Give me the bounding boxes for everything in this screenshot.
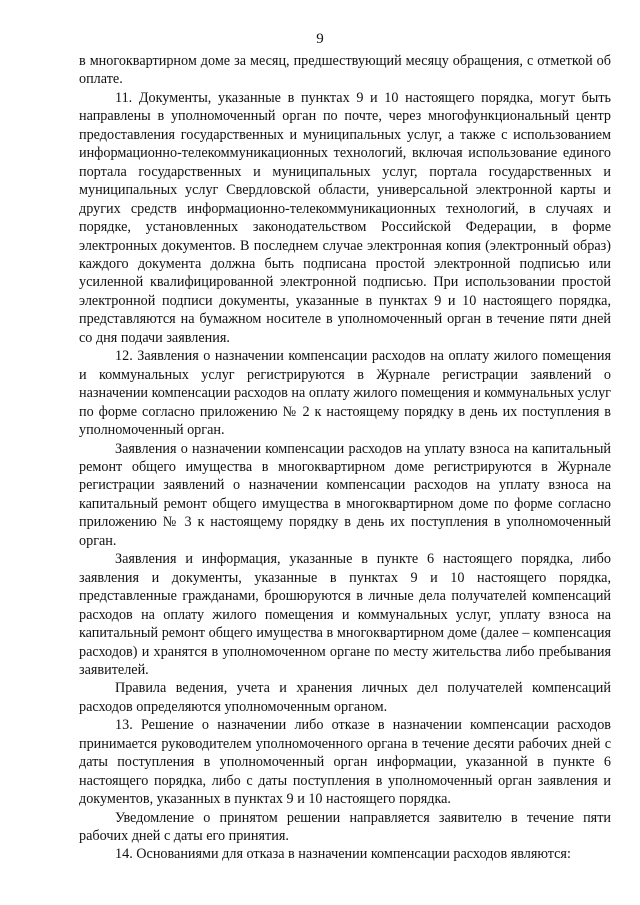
paragraph-item-14: 14. Основаниями для отказа в назначении компенсации расходов являются:: [115, 846, 571, 863]
paragraph-capital-repair-registration: Заявления о назначении компенсации расходов на уплату взноса на капитальный ремонт общего имущества в многоквартирном доме регистрируются в Журнале регистрации заявлений о назначении компенсации расходов на уплату взноса на капитальный ремонт общего имущества в многоквартирном доме по форме согласно приложению № 3 к настоящему порядку в день их поступления в уполномоченный орган.: [79, 440, 611, 549]
document-body: [79, 52, 611, 864]
paragraph-personal-files: Заявления и информация, указанные в пункте 6 настоящего порядка, либо заявления и документы, указанные в пунктах 9 и 10 настоящего порядка, представленные гражданами, брошюруются в личные дела получателей компенсаций расходов на оплату жилого помещения и коммунальных услуг, уплату взноса на капитальный ремонт общего имущества в многоквартирном доме (далее – компенсация расходов) и хранятся в уполномоченном органе по месту жительства либо пребывания заявителей.: [79, 551, 611, 678]
paragraph-item-13: 13. Решение о назначении либо отказе в назначении компенсации расходов принимается руководителем уполномоченного органа в течение десяти рабочих дней с даты поступления в уполномоченный орган информации, указанной в пункте 6 настоящего порядка, либо с даты поступления в уполномоченный орган заявления и документов, указанных в пунктах 9 и 10 настоящего порядка.: [79, 717, 611, 808]
paragraph-item-12: 12. Заявления о назначении компенсации расходов на оплату жилого помещения и коммунальных услуг регистрируются в Журнале регистрации заявлений о назначении компенсации расходов на оплату жилого помещения и коммунальных услуг по форме согласно приложению № 2 к настоящему порядку в день их поступления в уполномоченный орган.: [79, 348, 611, 439]
paragraph-notification: Уведомление о принятом решении направляется заявителю в течение пяти рабочих дней с даты его принятия.: [79, 809, 611, 845]
paragraph-continuation: в многоквартирном доме за месяц, предшествующий месяцу обращения, с отметкой об оплате.: [79, 53, 611, 88]
paragraph-personal-files-rules: Правила ведения, учета и хранения личных дел получателей компенсаций расходов определяются уполномоченным органом.: [79, 680, 611, 715]
paragraph-item-11: 11. Документы, указанные в пунктах 9 и 10 настоящего порядка, могут быть направлены в уполномоченный орган по почте, через многофункциональный центр предоставления государственных и муниципальных услуг, а также с использованием информационно-телекоммуникационных технологий, включая использование единого портала государственных и муниципальных услуг, портала государственных и муниципальных услуг Свердловской области, универсальной электронной карты и других средств информационно-телекоммуникационных технологий, в случаях и порядке, установленных законодательством Российской Федерации, в форме электронных документов. В последнем случае электронная копия (электронный образ) каждого документа должна быть подписана простой электронной подписью или усиленной квалифицированной электронной подписью. При использовании простой электронной подписи документы, указанные в пунктах 9 и 10 настоящего порядка, представляются на бумажном носителе в уполномоченный орган в течение пяти дней со дня подачи заявления.: [79, 89, 611, 346]
page-number: 9: [316, 31, 324, 47]
